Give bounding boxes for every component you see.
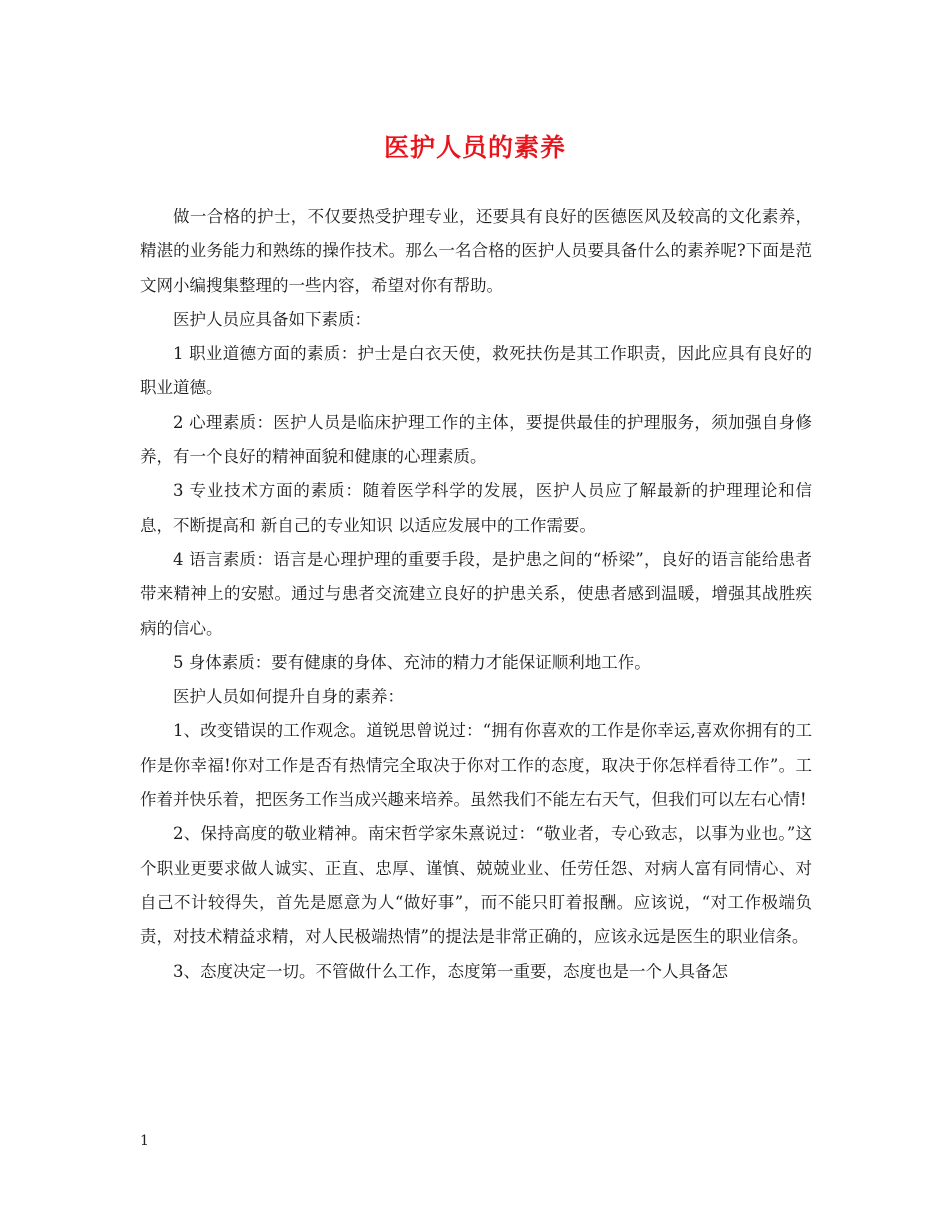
paragraph-intro: 做一合格的护士，不仅要热受护理专业，还要具有良好的医德医风及较高的文化素养，精湛的业务能力和熟练的操作技术。那么一名合格的医护人员要具备什么的素养呢?下面是范文网小编搜集整理的一些内容，希望对你有帮助。 <box>140 207 812 295</box>
paragraph-quality-1: 1 职业道德方面的素质：护士是白衣天使，救死扶伤是其工作职责，因此应具有良好的职业道德。 <box>140 344 812 398</box>
page-number: 1 <box>140 1133 149 1149</box>
paragraph-improve-heading: 医护人员如何提升自身的素养： <box>173 687 404 707</box>
document-title: 医护人员的素养 <box>383 133 566 162</box>
paragraph-quality-5: 5 身体素质：要有健康的身体、充沛的精力才能保证顺利地工作。 <box>173 652 651 672</box>
paragraph-improve-2: 2、保持高度的敬业精神。南宋哲学家朱熹说过：“敬业者，专心致志，以事为业也。”这个职业更要求做人诚实、正直、忠厚、谨慎、兢兢业业、任劳任怨、对病人富有同情心、对自己不计较得失，首先是愿意为人“做好事”，而不能只盯着报酬。应该说，“对工作极端负责，对技术精益求精，对人民极端热情”的提法是非常正确的，应该永远是医生的职业信条。 <box>140 824 812 947</box>
paragraph-improve-1: 1、改变错误的工作观念。道锐思曾说过：“拥有你喜欢的工作是你幸运,喜欢你拥有的工作是你幸福!你对工作是否有热情完全取决于你对工作的态度，取决于你怎样看待工作”。工作着并快乐着，把医务工作当成兴趣来培养。虽然我们不能左右天气，但我们可以左右心情! <box>140 721 812 810</box>
paragraph-qualities-heading: 医护人员应具备如下素质： <box>173 309 371 329</box>
paragraph-quality-2: 2 心理素质：医护人员是临床护理工作的主体，要提供最佳的护理服务，须加强自身修养，有一个良好的精神面貌和健康的心理素质。 <box>140 412 812 467</box>
paragraph-improve-3: 3、态度决定一切。不管做什么工作，态度第一重要，态度也是一个人具备怎 <box>173 961 728 981</box>
paragraph-quality-3: 3 专业技术方面的素质：随着医学科学的发展，医护人员应了解最新的护理理论和信息，不断提高和 新自己的专业知识 以适应发展中的工作需要。 <box>140 481 812 535</box>
paragraph-quality-4: 4 语言素质：语言是心理护理的重要手段，是护患之间的“桥梁”，良好的语言能给患者带来精神上的安慰。通过与患者交流建立良好的护患关系，使患者感到温暖，增强其战胜疾病的信心。 <box>140 549 812 638</box>
document-body <box>140 200 812 989</box>
